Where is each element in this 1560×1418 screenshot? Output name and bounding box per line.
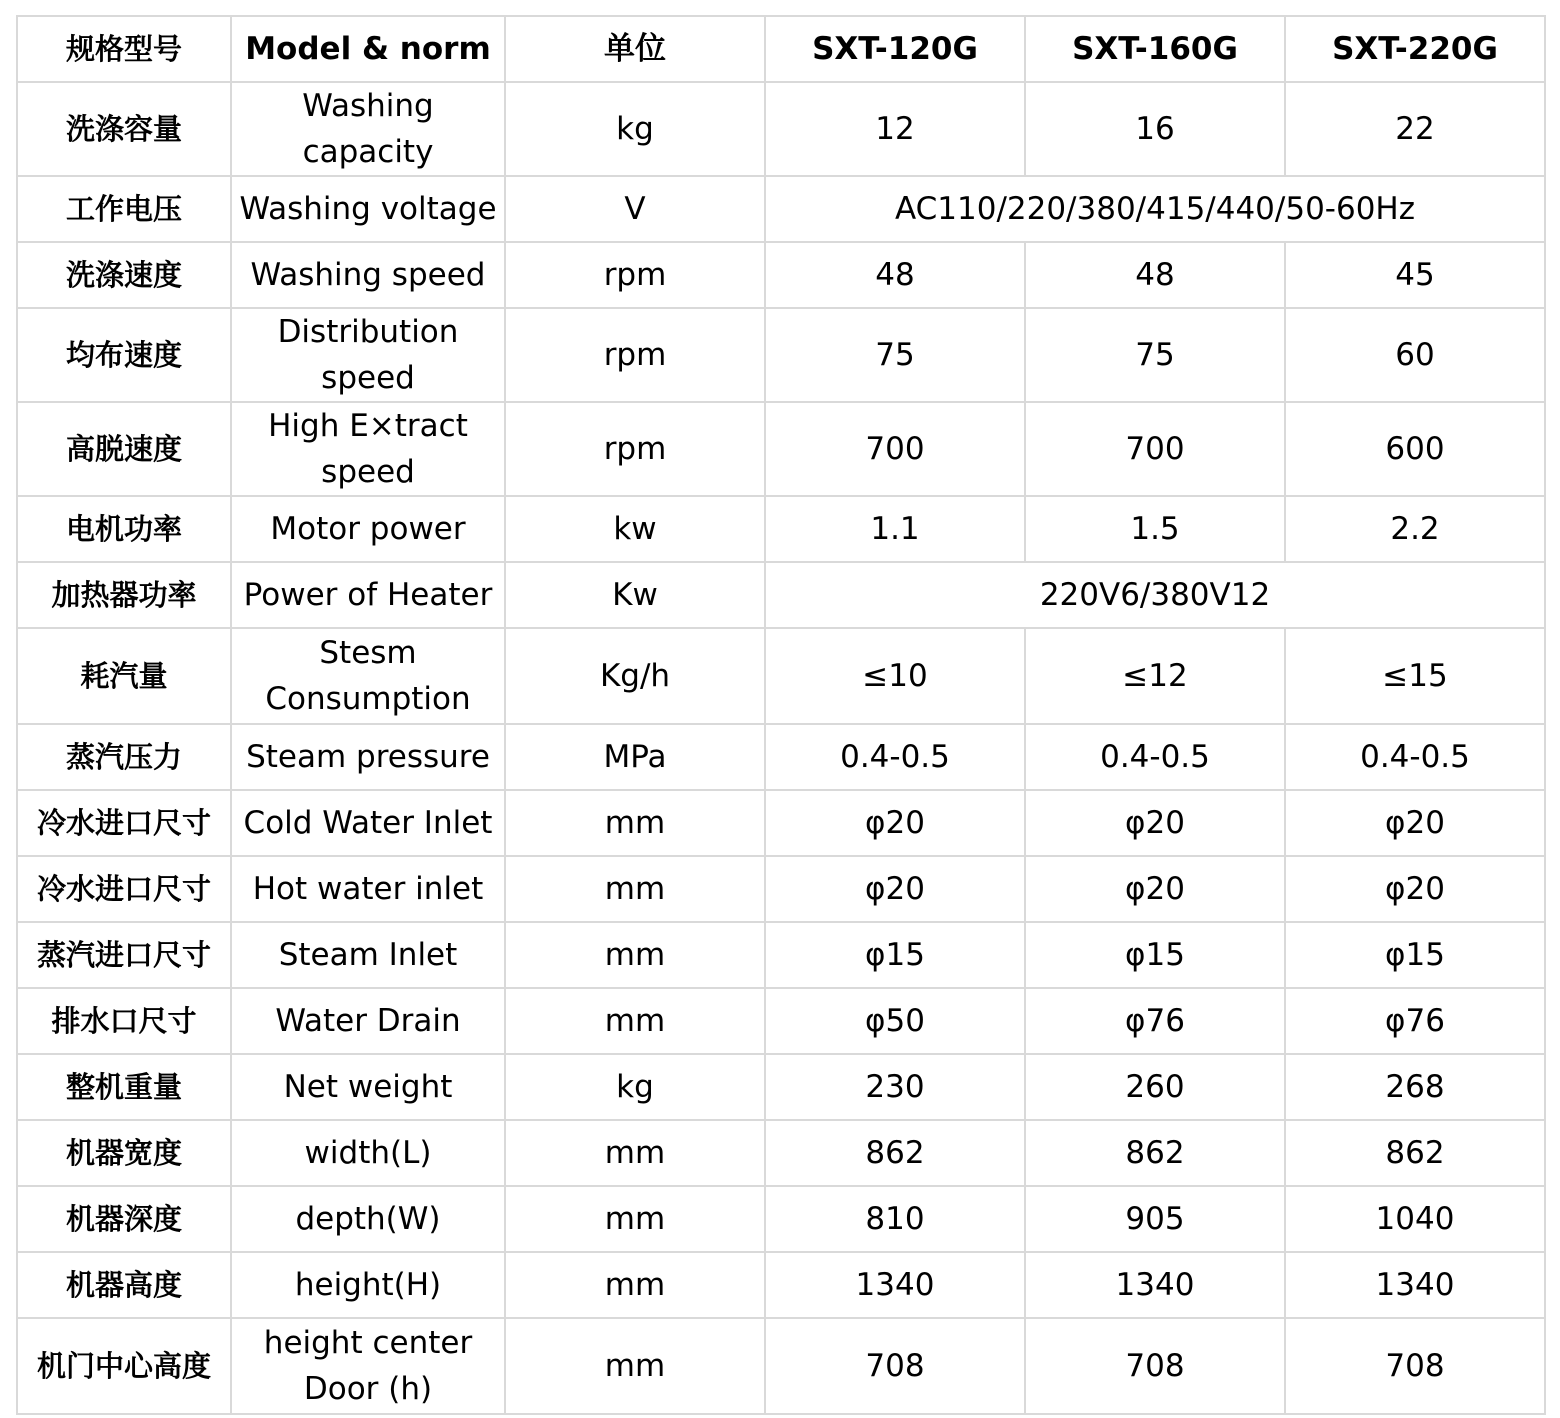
row-value: 48 — [765, 242, 1025, 308]
table-row — [17, 1054, 1545, 1120]
row-unit: mm — [505, 922, 765, 988]
table-row — [17, 790, 1545, 856]
table-row — [17, 1318, 1545, 1414]
row-value: ≤15 — [1285, 628, 1545, 724]
row-label-en: Washing voltage — [231, 176, 505, 242]
row-value: 268 — [1285, 1054, 1545, 1120]
row-value: 1340 — [765, 1252, 1025, 1318]
row-value: φ20 — [765, 790, 1025, 856]
table-row — [17, 724, 1545, 790]
row-value: 700 — [1025, 402, 1285, 496]
row-value: 1.1 — [765, 496, 1025, 562]
row-value: 600 — [1285, 402, 1545, 496]
row-label-en: height(H) — [231, 1252, 505, 1318]
row-value: 708 — [1025, 1318, 1285, 1414]
row-label-zh: 加热器功率 — [17, 562, 231, 628]
row-value: 1.5 — [1025, 496, 1285, 562]
row-value: 708 — [765, 1318, 1025, 1414]
row-value: 1040 — [1285, 1186, 1545, 1252]
table-row — [17, 402, 1545, 496]
row-value: φ15 — [1285, 922, 1545, 988]
row-value: 0.4-0.5 — [1025, 724, 1285, 790]
row-label-zh: 洗涤速度 — [17, 242, 231, 308]
row-unit: kw — [505, 496, 765, 562]
row-unit: mm — [505, 856, 765, 922]
row-value: 0.4-0.5 — [1285, 724, 1545, 790]
row-value: 0.4-0.5 — [765, 724, 1025, 790]
row-label-zh: 耗汽量 — [17, 628, 231, 724]
row-label-zh: 整机重量 — [17, 1054, 231, 1120]
row-value: 12 — [765, 82, 1025, 176]
table-row — [17, 242, 1545, 308]
row-label-zh: 洗涤容量 — [17, 82, 231, 176]
row-label-zh: 均布速度 — [17, 308, 231, 402]
row-value: 75 — [765, 308, 1025, 402]
row-value: 810 — [765, 1186, 1025, 1252]
row-value: φ76 — [1025, 988, 1285, 1054]
table-header-row — [17, 16, 1545, 82]
row-value: ≤12 — [1025, 628, 1285, 724]
table-row — [17, 82, 1545, 176]
table-row — [17, 562, 1545, 628]
row-label-en: Stesm Consumption — [231, 628, 505, 724]
row-label-zh: 机器高度 — [17, 1252, 231, 1318]
row-label-zh: 蒸汽进口尺寸 — [17, 922, 231, 988]
row-label-en: Motor power — [231, 496, 505, 562]
row-value: φ20 — [1025, 856, 1285, 922]
row-value: 700 — [765, 402, 1025, 496]
row-label-en: Water Drain — [231, 988, 505, 1054]
row-label-en: Distribution speed — [231, 308, 505, 402]
row-label-zh: 高脱速度 — [17, 402, 231, 496]
row-value: 862 — [765, 1120, 1025, 1186]
row-value: φ20 — [765, 856, 1025, 922]
row-value: 230 — [765, 1054, 1025, 1120]
row-label-zh: 冷水进口尺寸 — [17, 790, 231, 856]
row-label-zh: 机门中心高度 — [17, 1318, 231, 1414]
row-value: 48 — [1025, 242, 1285, 308]
table-row — [17, 856, 1545, 922]
row-label-en: Hot water inlet — [231, 856, 505, 922]
row-value: 862 — [1025, 1120, 1285, 1186]
row-value: 16 — [1025, 82, 1285, 176]
row-unit: Kw — [505, 562, 765, 628]
row-label-zh: 冷水进口尺寸 — [17, 856, 231, 922]
table-row — [17, 1252, 1545, 1318]
row-unit: rpm — [505, 242, 765, 308]
row-value: 2.2 — [1285, 496, 1545, 562]
spec-table — [16, 15, 1546, 1415]
header-cell-model: SXT-120G — [765, 16, 1025, 82]
row-label-en: Steam Inlet — [231, 922, 505, 988]
row-label-zh: 排水口尺寸 — [17, 988, 231, 1054]
row-value: φ76 — [1285, 988, 1545, 1054]
header-cell-model: SXT-160G — [1025, 16, 1285, 82]
table-row — [17, 922, 1545, 988]
row-label-en: width(L) — [231, 1120, 505, 1186]
row-value: ≤10 — [765, 628, 1025, 724]
row-unit: V — [505, 176, 765, 242]
row-label-zh: 电机功率 — [17, 496, 231, 562]
row-unit: mm — [505, 1318, 765, 1414]
row-unit: mm — [505, 790, 765, 856]
row-label-en: height center Door (h) — [231, 1318, 505, 1414]
row-value: 260 — [1025, 1054, 1285, 1120]
row-label-zh: 机器宽度 — [17, 1120, 231, 1186]
row-value: φ50 — [765, 988, 1025, 1054]
row-label-en: depth(W) — [231, 1186, 505, 1252]
row-value-merged: AC110/220/380/415/440/50-60Hz — [765, 176, 1545, 242]
row-value: 60 — [1285, 308, 1545, 402]
row-unit: Kg/h — [505, 628, 765, 724]
row-unit: mm — [505, 1186, 765, 1252]
row-value-merged: 220V6/380V12 — [765, 562, 1545, 628]
row-label-en: Power of Heater — [231, 562, 505, 628]
row-label-zh: 工作电压 — [17, 176, 231, 242]
row-value: 862 — [1285, 1120, 1545, 1186]
table-row — [17, 496, 1545, 562]
row-unit: kg — [505, 82, 765, 176]
row-label-en: Cold Water Inlet — [231, 790, 505, 856]
row-value: φ15 — [765, 922, 1025, 988]
row-value: 75 — [1025, 308, 1285, 402]
table-row — [17, 1120, 1545, 1186]
row-value: φ20 — [1285, 790, 1545, 856]
header-cell-unit: 单位 — [505, 16, 765, 82]
row-label-zh: 机器深度 — [17, 1186, 231, 1252]
table-row — [17, 308, 1545, 402]
table-row — [17, 628, 1545, 724]
header-cell-zh: 规格型号 — [17, 16, 231, 82]
row-unit: mm — [505, 1120, 765, 1186]
row-label-en: Steam pressure — [231, 724, 505, 790]
row-label-en: High E×tract speed — [231, 402, 505, 496]
table-row — [17, 176, 1545, 242]
row-unit: mm — [505, 988, 765, 1054]
row-value: 1340 — [1285, 1252, 1545, 1318]
row-value: 1340 — [1025, 1252, 1285, 1318]
header-cell-en: Model & norm — [231, 16, 505, 82]
row-label-en: Washing speed — [231, 242, 505, 308]
row-unit: mm — [505, 1252, 765, 1318]
row-unit: MPa — [505, 724, 765, 790]
row-value: 22 — [1285, 82, 1545, 176]
row-label-zh: 蒸汽压力 — [17, 724, 231, 790]
row-label-en: Net weight — [231, 1054, 505, 1120]
row-value: φ20 — [1285, 856, 1545, 922]
row-value: 905 — [1025, 1186, 1285, 1252]
header-cell-model: SXT-220G — [1285, 16, 1545, 82]
row-unit: rpm — [505, 308, 765, 402]
row-label-en: Washing capacity — [231, 82, 505, 176]
row-value: φ20 — [1025, 790, 1285, 856]
table-row — [17, 1186, 1545, 1252]
row-value: 45 — [1285, 242, 1545, 308]
table-row — [17, 988, 1545, 1054]
row-unit: rpm — [505, 402, 765, 496]
row-value: 708 — [1285, 1318, 1545, 1414]
row-value: φ15 — [1025, 922, 1285, 988]
row-unit: kg — [505, 1054, 765, 1120]
